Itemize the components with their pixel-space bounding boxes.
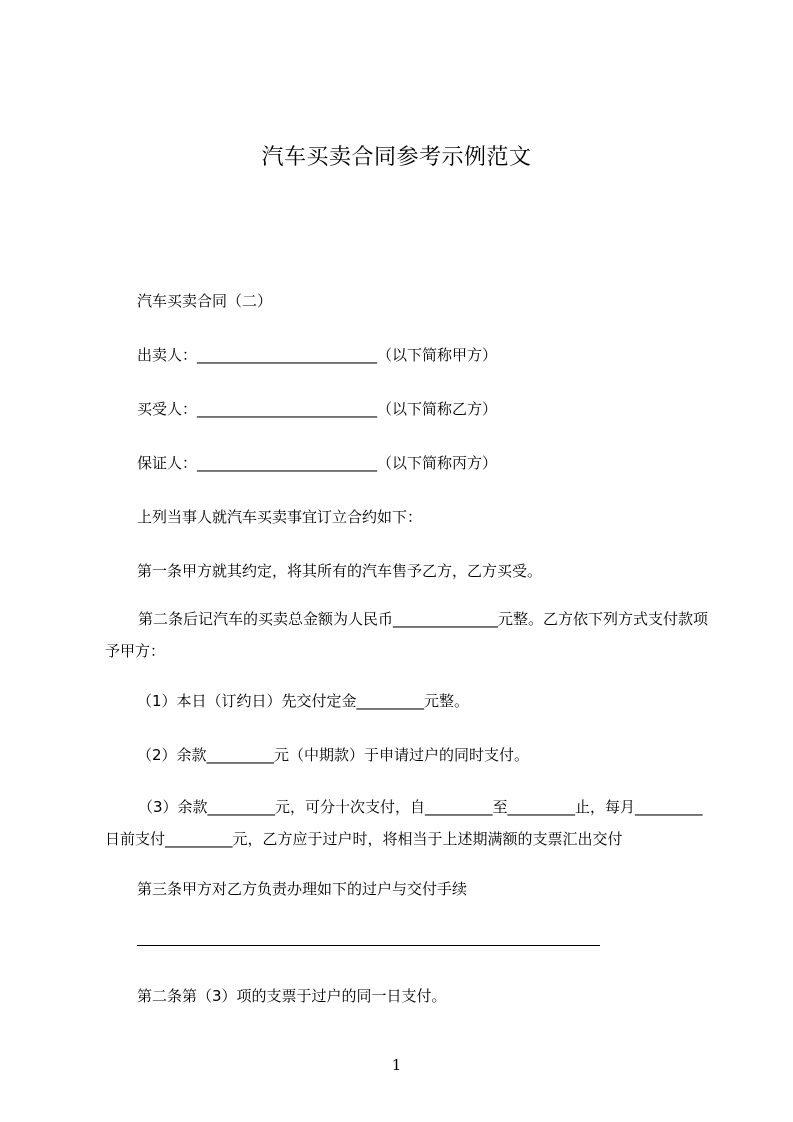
article-3: 第三条甲方对乙方负责办理如下的过户与交付手续 <box>137 880 468 898</box>
article-2-item-3: （3）余款_________元，可分十次支付，自_________至_________止，每月_________日前支付_________元，乙方应于过户时，将相当于上述期满额的支票汇出交付 <box>105 798 703 848</box>
buyer-line: 买受人：________________________（以下简称乙方） <box>137 400 498 418</box>
intro-paragraph: 上列当事人就汽车买卖事宜订立合约如下： <box>137 508 423 526</box>
blank-fill-line <box>137 945 600 946</box>
article-2-item-1: （1）本日（订约日）先交付定金_________元整。 <box>137 692 470 710</box>
article-2-item-3-note: 第二条第（3）项的支票于过户的同一日支付。 <box>137 987 447 1005</box>
page-number: 1 <box>391 1056 402 1074</box>
article-2-item-2: （2）余款_________元（中期款）于申请过户的同时支付。 <box>137 746 530 764</box>
guarantor-line: 保证人：________________________（以下简称丙方） <box>137 454 498 472</box>
article-1: 第一条甲方就其约定，将其所有的汽车售予乙方，乙方买受。 <box>137 562 543 580</box>
document-title: 汽车买卖合同参考示例范文 <box>261 145 532 170</box>
seller-line: 出卖人：________________________（以下简称甲方） <box>137 346 498 364</box>
article-2: 第二条后记汽车的买卖总金额为人民币______________元整。乙方依下列方式支付款项予甲方： <box>105 610 709 660</box>
contract-subtitle: 汽车买卖合同（二） <box>137 292 273 310</box>
